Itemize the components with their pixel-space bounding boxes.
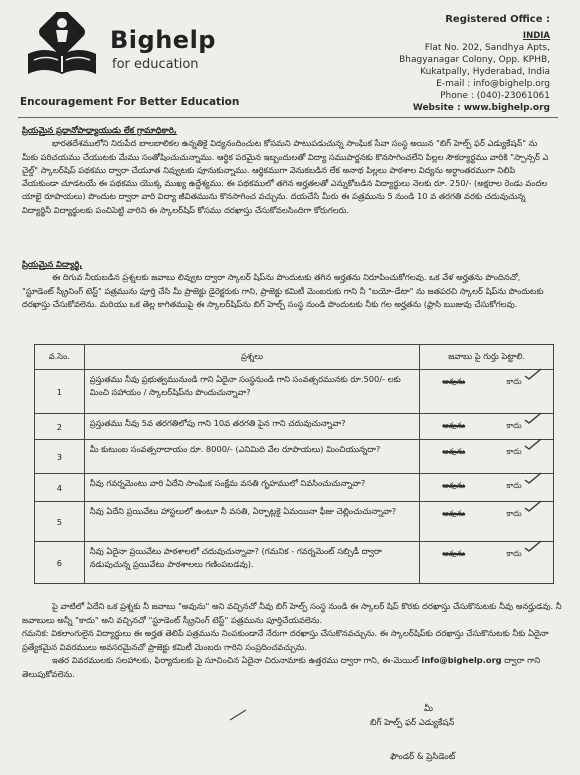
checkmark-icon	[524, 438, 542, 450]
table-header-row	[35, 345, 554, 370]
table-row	[35, 542, 554, 584]
table-row	[35, 502, 554, 542]
signature-organisation: బిగ్ హెల్ప్ ఫర్ ఎడ్యుకేషన్	[370, 718, 455, 728]
question-number: 6	[35, 542, 85, 584]
tagline: Encouragement For Better Education	[20, 96, 240, 108]
bighelp-logo-icon	[22, 12, 102, 82]
question-text: ప్రస్తుతము నీవు ప్రభుత్వమునుండి గాని ఏదైనా సంస్థనుండి గాని సంవత్సరమునకు రూ.500/- లకు మించి సహాయం / స్కాలర్‌షిప్‌ను పొందుచున్నావా?	[84, 370, 420, 414]
checkmark-icon	[524, 540, 542, 552]
answer-yes-struck[interactable]: అవును	[442, 481, 466, 490]
eligibility-table	[34, 344, 554, 584]
letter-closing	[22, 600, 562, 682]
answer-cell[interactable]	[420, 370, 554, 414]
signature-thanks: మీ	[424, 704, 433, 714]
question-text: ప్రస్తుతము నీవు 5వ తరగతిలోపు గాని 10వ తరగతి పైన గాని చదువుచున్నావా?	[84, 414, 420, 440]
letter-intro	[22, 124, 552, 217]
table-row	[35, 414, 554, 440]
address-line: Bhagyanagar Colony, Opp. KPHB,	[399, 55, 550, 65]
answer-cell[interactable]	[420, 502, 554, 542]
answer-cell[interactable]	[420, 414, 554, 440]
answer-yes-struck[interactable]: అవును	[442, 549, 466, 558]
registered-office-country: INDIA	[522, 31, 550, 41]
contact-text-end: ద్వారా గాని తెలుపుకోవలెను.	[22, 655, 541, 679]
col-header-number: వ.సెం.	[35, 345, 85, 370]
signature-title: ఫౌండర్ & ప్రెసిడెంట్	[390, 752, 456, 762]
question-number: 3	[35, 440, 85, 474]
answer-yes-struck[interactable]: అవును	[442, 421, 466, 430]
letter-student	[22, 258, 552, 311]
registered-office	[399, 14, 550, 114]
question-number: 2	[35, 414, 85, 440]
student-paragraph: ఈ దిగువ నీయబడిన ప్రశ్నలకు జవాబు లివ్వుట ద్వారా స్కాలర్ షిప్‌ను పొందుటకు తగిన అర్హతను నిరూపించుకోగలవు. ఒక వేళ అర్హతను పొందినచో, "స్టూడెంట్ స్క్రీనింగ్ టెస్ట్" పత్రమును పూర్తి చేసి మీ ప్రాజెక్టు డైరెక్టరుకు గాని, ప్రాజెక్టు కమిటీ మెంబరుకు గాని నీ "బయో-డేటా" ను జతపరచి స్కాలర్ షిప్‌ను పొందుటకు దరఖాస్తు చేసుకోవలెను. మరియు ఒక తెల్ల కాగితముపై ఈ స్కాలర్‌షిప్‌ను బిగ్ హెల్ప్ సంస్థ నుండి పొందుటకు నీకు గల అర్హతను (ఫ్రాసి ఋజువు చేసుకోగలవు.	[22, 272, 544, 309]
answer-no[interactable]: కాదు	[506, 447, 522, 456]
pen-mark-icon	[228, 708, 248, 722]
question-text: మీ కుటుంబ సంవత్సరాదాయం రూ. 8000/- (ఎనిమిది వేల రూపాయలు) మించియున్నదా?	[84, 440, 420, 474]
question-number: 5	[35, 502, 85, 542]
question-text: నీవు గవర్నమెంటు వారి ఏదేని సాంఘిక సంక్షేమ వసతి గృహములో నివసించుచున్నావా?	[84, 474, 420, 502]
question-text: నీవు ఏదైనా ప్రయివేటు పాఠశాలలో చదువుచున్నావా? (గమనిక - గవర్నమెంట్ సబ్సిడీ ద్వారా నడుపుచున్న ప్రయివేటు పాఠశాలలు గణింపబడవు).	[84, 542, 420, 584]
answer-yes-struck[interactable]: అవును	[442, 509, 466, 518]
answer-yes-struck[interactable]: అవును	[442, 377, 466, 386]
checkmark-icon	[524, 368, 542, 380]
answer-no[interactable]: కాదు	[506, 549, 522, 558]
answer-no[interactable]: కాదు	[506, 421, 522, 430]
answer-cell[interactable]	[420, 542, 554, 584]
col-header-question: ప్రశ్నలు	[84, 345, 420, 370]
question-text: నీవు ఏదేని ప్రయివేటు హాస్టలులో ఉంటూ నీ వసతి, ఏర్పాట్లకై ఏమయినా ఫీజు చెల్లించుచున్నావా?	[84, 502, 420, 542]
checkmark-icon	[524, 412, 542, 424]
intro-paragraph: భారతదేశములోని నిరుపేద బాలబాలికల ఉన్నతికై విద్యనందించుట కోసమని పాటుపడుచున్న సాంఘిక సేవా సంస్థ అయిన "బిగ్ హెల్ప్ ఫర్ ఎడ్యుకేషన్" ను మీకు పరిచయము చేయుటకు మేము సంతోషించుచున్నాము. ఆర్థిక పరమైన ఇబ్బందులతో విద్యా సముపార్జనకు కొనసాగించలేని పిల్లల సౌకర్యార్థము వారికి "స్పాన్సర్ ఎ చైల్డ్" స్కాలర్‌షిప్ పథకము ద్వారా చేయూత నివ్వుటకు పూనుకున్నాము. ఆర్థికముగా వెనుకబడిన లేక అనాథ పిల్లలు పాఠశాల విద్యను అర్ధాంతరముగా నిలిపి వేయకుండా చూడటయే ఈ పథకము యొక్క ముఖ్య ఉద్దేశ్యము. ఈ పథకములో తగిన అర్హతలతో ఎన్నుకోబడిన విద్యార్థులు నెలకు రూ. 250/- (అక్షరాల రెండు వందల యాభై రూపాయలు) పొందుట ద్వారా వారి విద్యా జీవితమును కొనసాగించ వచ్చును. దయచేసి మీరు ఈ పత్రమును 5 నుండి 10 వ తరగతి వరకు చదువుచున్న విద్యార్థినీ విద్యార్థులకు పంచిపెట్టి వారిని ఈ స్కాలర్‌షిప్ కోసము దరఖాస్తు చేసుకోవలసిందిగా కోరుగలరు.	[22, 138, 549, 215]
table-row	[35, 370, 554, 414]
table-row	[35, 440, 554, 474]
salutation-headmaster: ప్రియమైన ప్రధానోపాధ్యాయుడు లేక గ్రామాధికారి,	[22, 125, 177, 135]
website-line: Website : www.bighelp.org	[412, 103, 550, 113]
email-line: E-mail : info@bighelp.org	[436, 79, 550, 89]
col-header-answer: జవాబు పై గుర్తు పెట్టాలి.	[420, 345, 554, 370]
header-divider	[18, 117, 558, 118]
contact-paragraph	[22, 654, 562, 681]
phone-line: Phone : (040)-23061061	[440, 91, 550, 101]
question-number: 1	[35, 370, 85, 414]
salutation-student: ప్రియమైన విద్యార్థి,	[22, 259, 83, 269]
brand-name: Bighelp	[110, 26, 216, 54]
registered-office-title: Registered Office :	[445, 14, 550, 25]
question-number: 4	[35, 474, 85, 502]
note-paragraph: గమనిక: వికలాంగులైన విద్యార్థులు ఈ అర్హత తెలిపే పత్రమును నింపకుండానే నేరుగా దరఖాస్తు చేసుకొనవచ్చును. ఈ స్కాలర్‌షిప్‌కు దరఖాస్తు చేసుకొనుటకు నీకు ఏదైనా ప్రత్యేకమైన వివరములు అవసరమైనచో ప్రాజెక్టు కమిటీ మెంబరు గారిని సంప్రదించవచ్చును.	[22, 628, 549, 652]
address-line: Kukatpally, Hyderabad, India	[420, 67, 550, 77]
checkmark-icon	[524, 500, 542, 512]
contact-text: ఇతర వివరములకు సలహాలకు, ఫిర్యాదులకు పై సూచించిన ఏదైనా చిరునామాకు ఉత్తరము ద్వారా గాని, ఈ-మెయిల్	[52, 655, 419, 666]
answer-cell[interactable]	[420, 474, 554, 502]
answer-no[interactable]: కాదు	[506, 481, 522, 490]
checkmark-icon	[524, 472, 542, 484]
closing-paragraph: పై వాటిలో ఏదేని ఒక ప్రశ్నకు నీ జవాబు "అవును" అని వచ్చినచో నీవు బిగ్ హెల్ప్ సంస్థ నుండి ఈ స్కాలర్ షిప్ కొరకు దరఖాస్తు చేసుకొనుటకు నీవు అనర్హుడవు. నీ జవాబులు అన్నీ "కాదు" అని వచ్చినచో "స్టూడెంట్ స్క్రీనింగ్ టెస్ట్" పత్రమును పూర్తిచేయవలెను.	[22, 601, 562, 625]
answer-no[interactable]: కాదు	[506, 377, 522, 386]
brand-subtitle: for education	[112, 57, 199, 72]
address-line: Flat No. 202, Sandhya Apts,	[424, 43, 550, 53]
answer-cell[interactable]	[420, 440, 554, 474]
table-row	[35, 474, 554, 502]
answer-yes-struck[interactable]: అవును	[442, 447, 466, 456]
answer-no[interactable]: కాదు	[506, 509, 522, 518]
contact-email-link[interactable]: info@bighelp.org	[421, 655, 502, 666]
